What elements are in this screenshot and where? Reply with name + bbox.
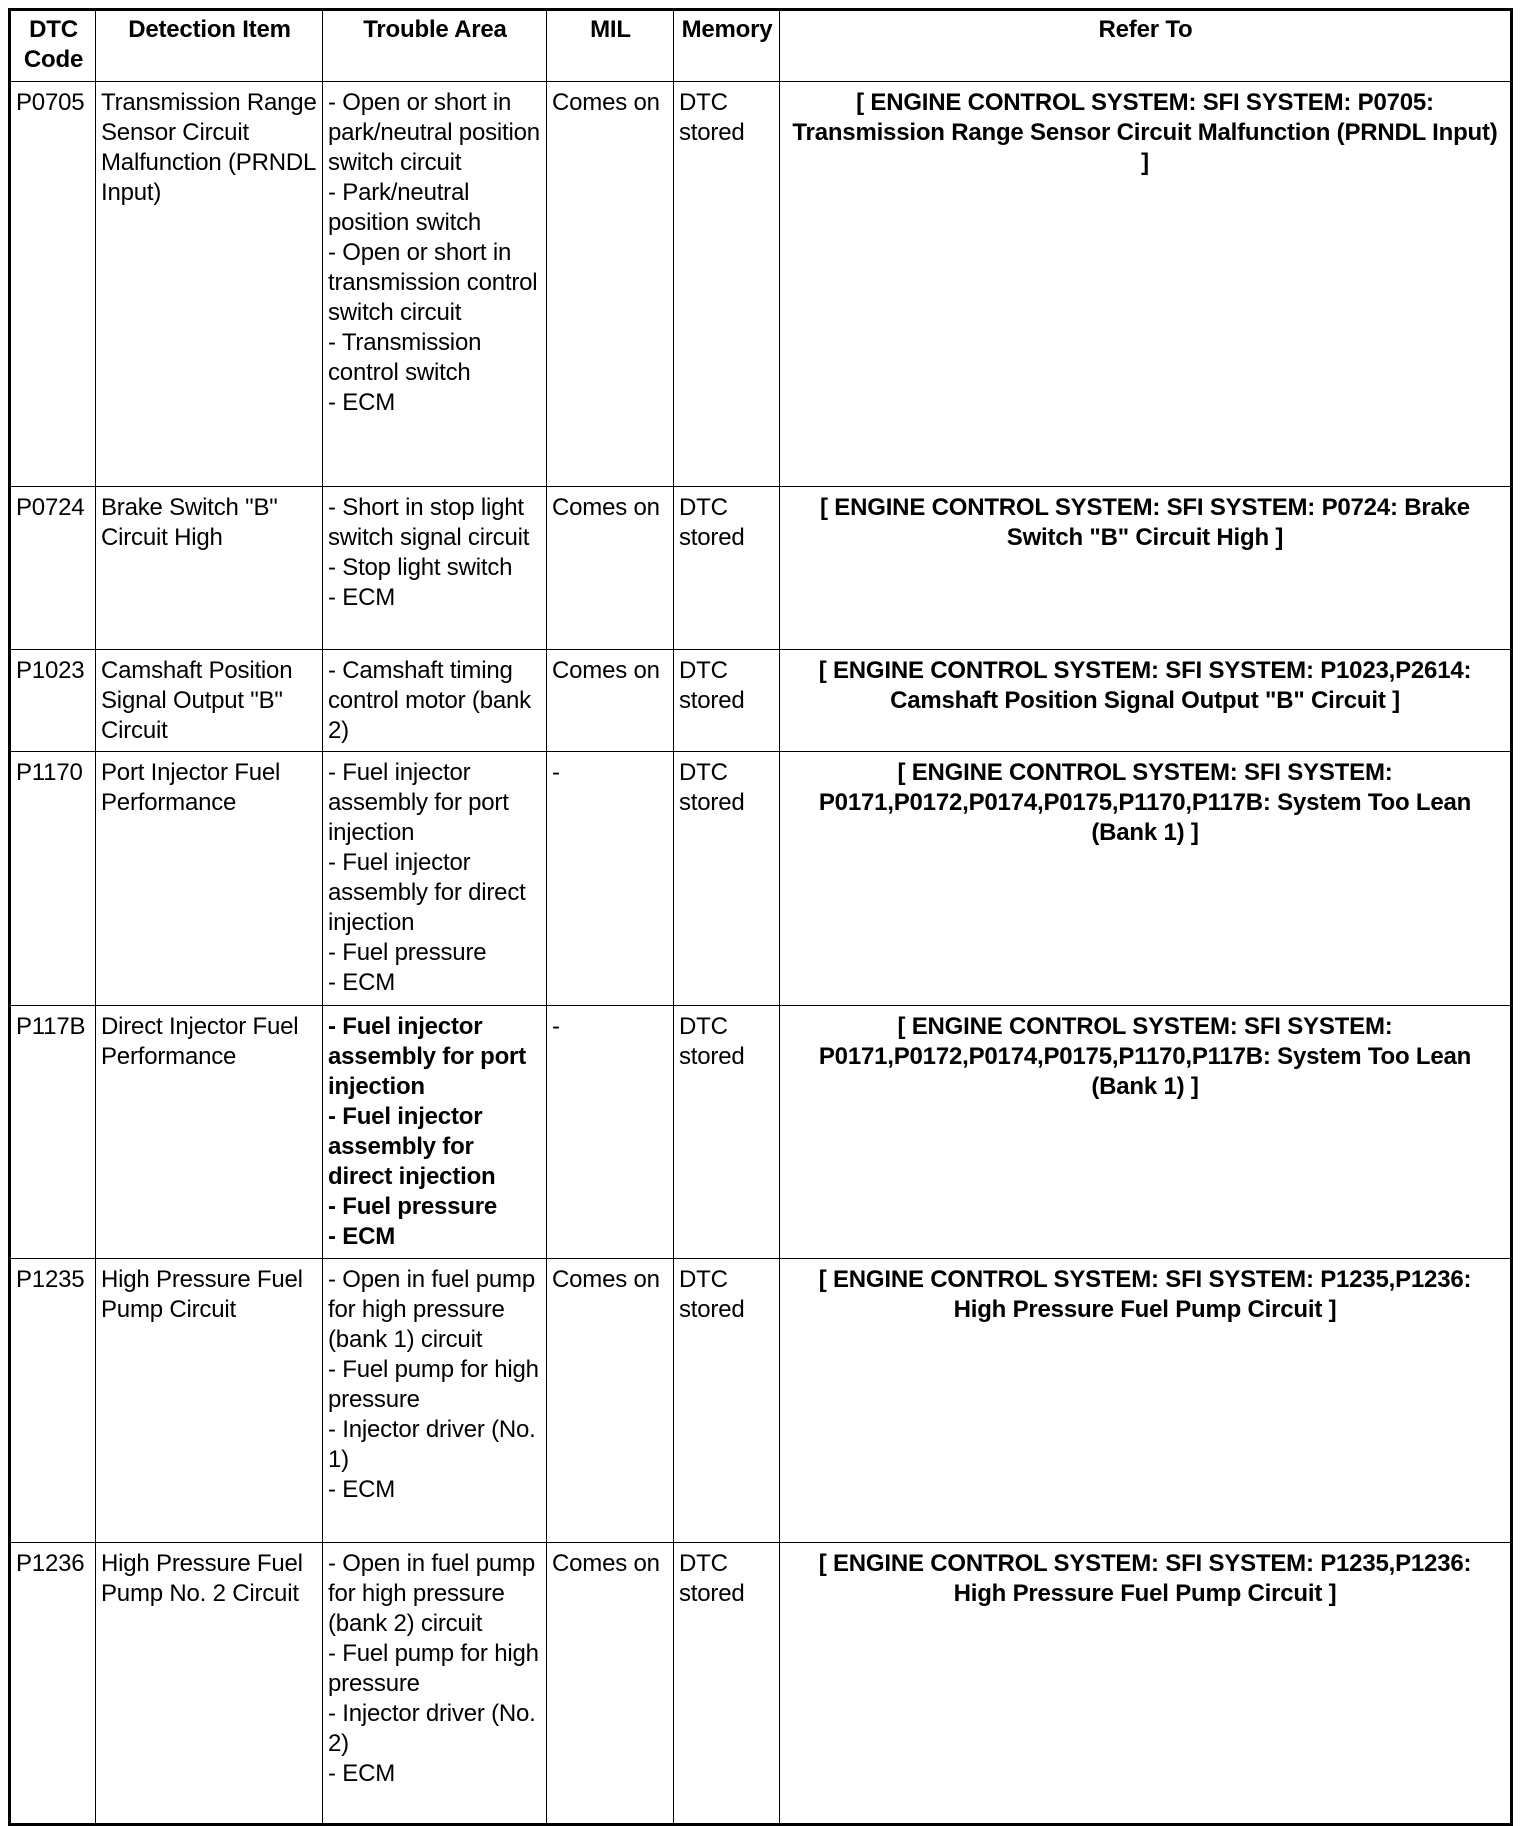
header-trouble-area: Trouble Area: [323, 10, 547, 82]
table-row: [10, 1006, 1512, 1259]
header-detection-item: Detection Item: [96, 10, 323, 82]
table-row: [10, 82, 1512, 487]
trouble-area-line: - ECM: [328, 1760, 395, 1787]
table-row: [10, 487, 1512, 650]
table-row: [10, 752, 1512, 1006]
trouble-area-line: - Injector driver (No. 2): [328, 1700, 536, 1757]
trouble-area-line: - Open or short in park/neutral position switch circuit: [328, 89, 540, 176]
trouble-area-line: - ECM: [328, 389, 395, 416]
cell-detection-item: Brake Switch "B" Circuit High: [96, 487, 323, 650]
cell-detection-item: Transmission Range Sensor Circuit Malfunction (PRNDL Input): [96, 82, 323, 487]
cell-trouble-area: [323, 1259, 547, 1543]
cell-mil: Comes on: [547, 1543, 674, 1825]
cell-mil: Comes on: [547, 82, 674, 487]
cell-trouble-area: [323, 1543, 547, 1825]
refer-to-link[interactable]: [ ENGINE CONTROL SYSTEM: SFI SYSTEM: P1235,P1236: High Pressure Fuel Pump Circuit ]: [780, 1259, 1512, 1543]
cell-memory: DTC stored: [674, 82, 780, 487]
trouble-area-line: - Open in fuel pump for high pressure (bank 1) circuit: [328, 1266, 535, 1353]
cell-dtc-code: P0705: [10, 82, 96, 487]
cell-memory: DTC stored: [674, 1543, 780, 1825]
trouble-area-line: - Transmission control switch: [328, 329, 482, 386]
cell-detection-item: High Pressure Fuel Pump No. 2 Circuit: [96, 1543, 323, 1825]
trouble-area-line: - Stop light switch: [328, 554, 513, 581]
cell-trouble-area: [323, 752, 547, 1006]
cell-mil: -: [547, 1006, 674, 1259]
cell-detection-item: Port Injector Fuel Performance: [96, 752, 323, 1006]
cell-detection-item: Camshaft Position Signal Output "B" Circuit: [96, 650, 323, 752]
trouble-area-line: - Fuel pressure: [328, 939, 487, 966]
header-memory: Memory: [674, 10, 780, 82]
refer-to-link[interactable]: [ ENGINE CONTROL SYSTEM: SFI SYSTEM: P0705: Transmission Range Sensor Circuit Malfunction (PRNDL Input) ]: [780, 82, 1512, 487]
cell-trouble-area: [323, 650, 547, 752]
cell-trouble-area: [323, 82, 547, 487]
cell-mil: -: [547, 752, 674, 1006]
header-refer-to: Refer To: [780, 10, 1512, 82]
trouble-area-line: - ECM: [328, 584, 395, 611]
refer-to-link[interactable]: [ ENGINE CONTROL SYSTEM: SFI SYSTEM: P0171,P0172,P0174,P0175,P1170,P117B: System Too Lean (Bank 1) ]: [780, 752, 1512, 1006]
cell-memory: DTC stored: [674, 650, 780, 752]
trouble-area-line: - Camshaft timing control motor (bank 2): [328, 657, 531, 744]
cell-detection-item: High Pressure Fuel Pump Circuit: [96, 1259, 323, 1543]
cell-mil: Comes on: [547, 487, 674, 650]
cell-memory: DTC stored: [674, 752, 780, 1006]
trouble-area-line: - Open in fuel pump for high pressure (bank 2) circuit: [328, 1550, 535, 1637]
cell-mil: Comes on: [547, 1259, 674, 1543]
trouble-area-line: - Fuel injector assembly for direct injection: [328, 849, 526, 936]
trouble-area-line: - Fuel injector assembly for port injection: [328, 1013, 526, 1100]
cell-dtc-code: P1236: [10, 1543, 96, 1825]
cell-dtc-code: P1170: [10, 752, 96, 1006]
table-row: [10, 650, 1512, 752]
trouble-area-line: - ECM: [328, 1223, 395, 1250]
trouble-area-line: - Fuel pump for high pressure: [328, 1640, 539, 1697]
trouble-area-line: - Fuel injector assembly for direct injection: [328, 1103, 496, 1190]
cell-memory: DTC stored: [674, 1006, 780, 1259]
cell-memory: DTC stored: [674, 487, 780, 650]
table-header-row: [10, 10, 1512, 82]
trouble-area-line: - Fuel pressure: [328, 1193, 498, 1220]
table-row: [10, 1543, 1512, 1825]
trouble-area-line: - Fuel injector assembly for port injection: [328, 759, 509, 846]
cell-dtc-code: P1235: [10, 1259, 96, 1543]
cell-mil: Comes on: [547, 650, 674, 752]
trouble-area-line: - Open or short in transmission control switch circuit: [328, 239, 538, 326]
trouble-area-line: - Injector driver (No. 1): [328, 1416, 536, 1473]
table-row: [10, 1259, 1512, 1543]
cell-dtc-code: P1023: [10, 650, 96, 752]
trouble-area-line: - Short in stop light switch signal circuit: [328, 494, 530, 551]
refer-to-link[interactable]: [ ENGINE CONTROL SYSTEM: SFI SYSTEM: P0724: Brake Switch "B" Circuit High ]: [780, 487, 1512, 650]
cell-dtc-code: P0724: [10, 487, 96, 650]
dtc-table: [8, 8, 1513, 1826]
trouble-area-line: - ECM: [328, 1476, 395, 1503]
trouble-area-line: - ECM: [328, 969, 395, 996]
trouble-area-line: - Park/neutral position switch: [328, 179, 482, 236]
cell-trouble-area: [323, 487, 547, 650]
cell-memory: DTC stored: [674, 1259, 780, 1543]
refer-to-link[interactable]: [ ENGINE CONTROL SYSTEM: SFI SYSTEM: P1023,P2614: Camshaft Position Signal Output "B" Circuit ]: [780, 650, 1512, 752]
trouble-area-line: - Fuel pump for high pressure: [328, 1356, 539, 1413]
header-dtc-code: DTC Code: [10, 10, 96, 82]
cell-trouble-area: [323, 1006, 547, 1259]
cell-dtc-code: P117B: [10, 1006, 96, 1259]
refer-to-link[interactable]: [ ENGINE CONTROL SYSTEM: SFI SYSTEM: P1235,P1236: High Pressure Fuel Pump Circuit ]: [780, 1543, 1512, 1825]
refer-to-link[interactable]: [ ENGINE CONTROL SYSTEM: SFI SYSTEM: P0171,P0172,P0174,P0175,P1170,P117B: System Too Lean (Bank 1) ]: [780, 1006, 1512, 1259]
header-mil: MIL: [547, 10, 674, 82]
cell-detection-item: Direct Injector Fuel Performance: [96, 1006, 323, 1259]
